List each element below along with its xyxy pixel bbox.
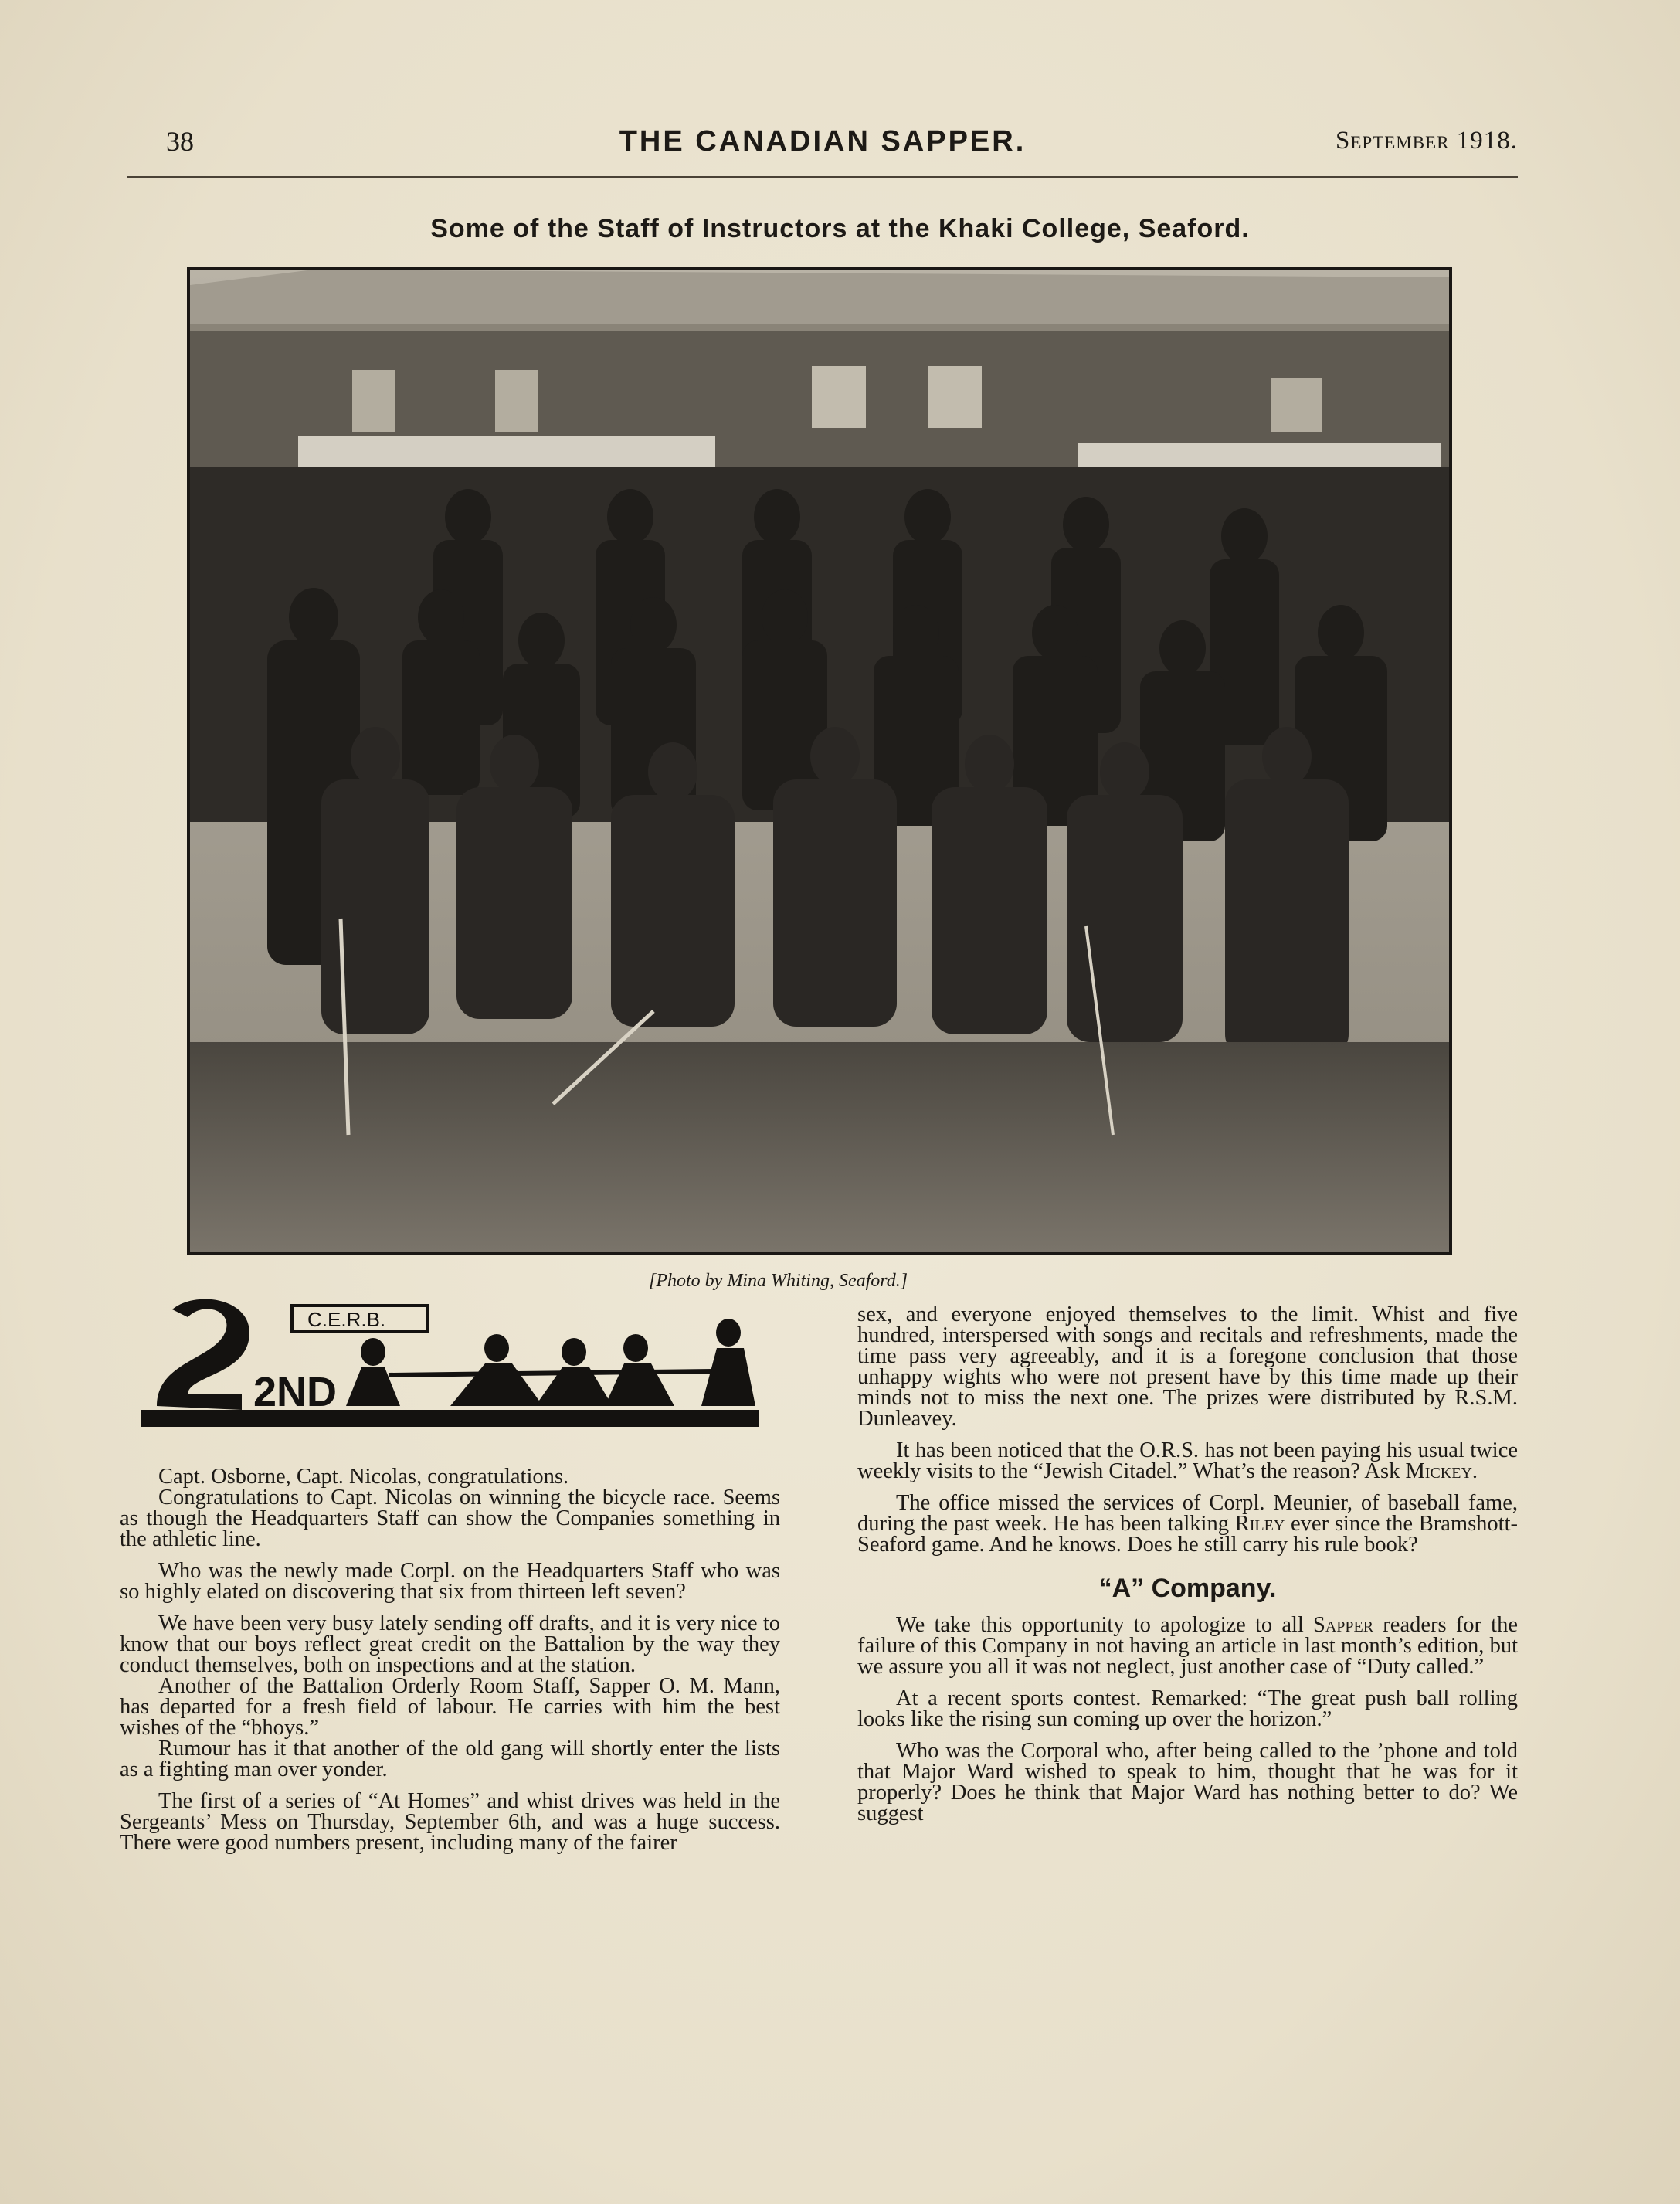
name-riley: Riley [1234,1512,1285,1536]
issue-date: September 1918. [1336,127,1518,155]
photo-credit: [Photo by Mina Whiting, Seaford.] [649,1271,908,1291]
name-sapper: Sapper [1313,1613,1374,1637]
paragraph: Rumour has it that another of the old gang will shortly enter the lists as a fighting man over yonder. [120,1737,780,1781]
paragraph: Congratulations to Capt. Nicolas on winning the bicycle race. Seems as though the Headquarters Staff can show the Companies something in the athletic line. [120,1486,780,1551]
paragraph: Who was the newly made Corpl. on the Headquarters Staff who was so highly elated on discovering that six from thirteen left seven? [120,1559,780,1604]
paragraph: We have been very busy lately sending off drafts, and it is very nice to know that our boys reflect great credit on the Battalion by the way they conduct themselves, both on inspections and at the station. [120,1611,780,1677]
paragraph: Who was the Corporal who, after being called to the ’phone and told that Major Ward wished to speak to him, thought that he was for it properly? Does he think that Major Ward has nothing better to do? We suggest [857,1739,1518,1825]
photo-caption: Some of the Staff of Instructors at the Khaki College, Seaford. [430,214,1250,243]
paragraph: The first of a series of “At Homes” and whist drives was held in the Sergeants’ Mess on Thursday, September 6th, and was a huge success. There were good numbers present, including many of the fairer [120,1789,780,1855]
paragraph: At a recent sports contest. Remarked: “The great push ball rolling looks like the rising sun coming up over the horizon.” [857,1686,1518,1731]
paragraph: It has been noticed that the O.R.S. has not been paying his usual twice weekly visits to the “Jewish Citadel.” What’s the reason? Ask Mickey. [857,1438,1518,1483]
left-column [120,1466,780,1864]
paragraph-continuation: sex, and everyone enjoyed themselves to the limit. Whist and five hundred, interspersed with songs and recitals and refreshments, made the time pass very agreeably, and it is a foregone conclusion that those unhappy wights who were not present have by this time made up their minds not to miss the next one. The prizes were distributed by R.S.M. Dunleavey. [857,1302,1518,1431]
battalion-banner [141,1298,767,1445]
section-heading: “A” Company. [1098,1574,1277,1603]
group-photo [187,267,1452,1255]
right-column [857,1304,1518,1835]
banner-label: 2ND [253,1369,338,1415]
paragraph: Capt. Osborne, Capt. Nicolas, congratulations. [158,1465,569,1489]
banner-tag: C.E.R.B. [307,1308,386,1331]
paragraph: The office missed the services of Corpl. Meunier, of baseball fame, during the past week. He has been talking Riley ever since the Bramshott-Seaford game. And he knows. Does he still carry his rule book? [857,1491,1518,1557]
header-rule [127,176,1518,178]
paragraph: We take this opportunity to apologize to all Sapper readers for the failure of this Company in not having an article in last month’s edition, but we assure you all it was not neglect, just another case of “Duty called.” [857,1613,1519,1679]
paragraph: Another of the Battalion Orderly Room Staff, Sapper O. M. Mann, has departed for a fresh field of labour. He carries with him the best wishes of the “bhoys.” [120,1674,780,1740]
publication-title: THE CANADIAN SAPPER. [619,125,1027,158]
name-mickey: Mickey [1405,1459,1472,1483]
page-number: 38 [166,126,194,157]
page-header [127,117,1518,171]
